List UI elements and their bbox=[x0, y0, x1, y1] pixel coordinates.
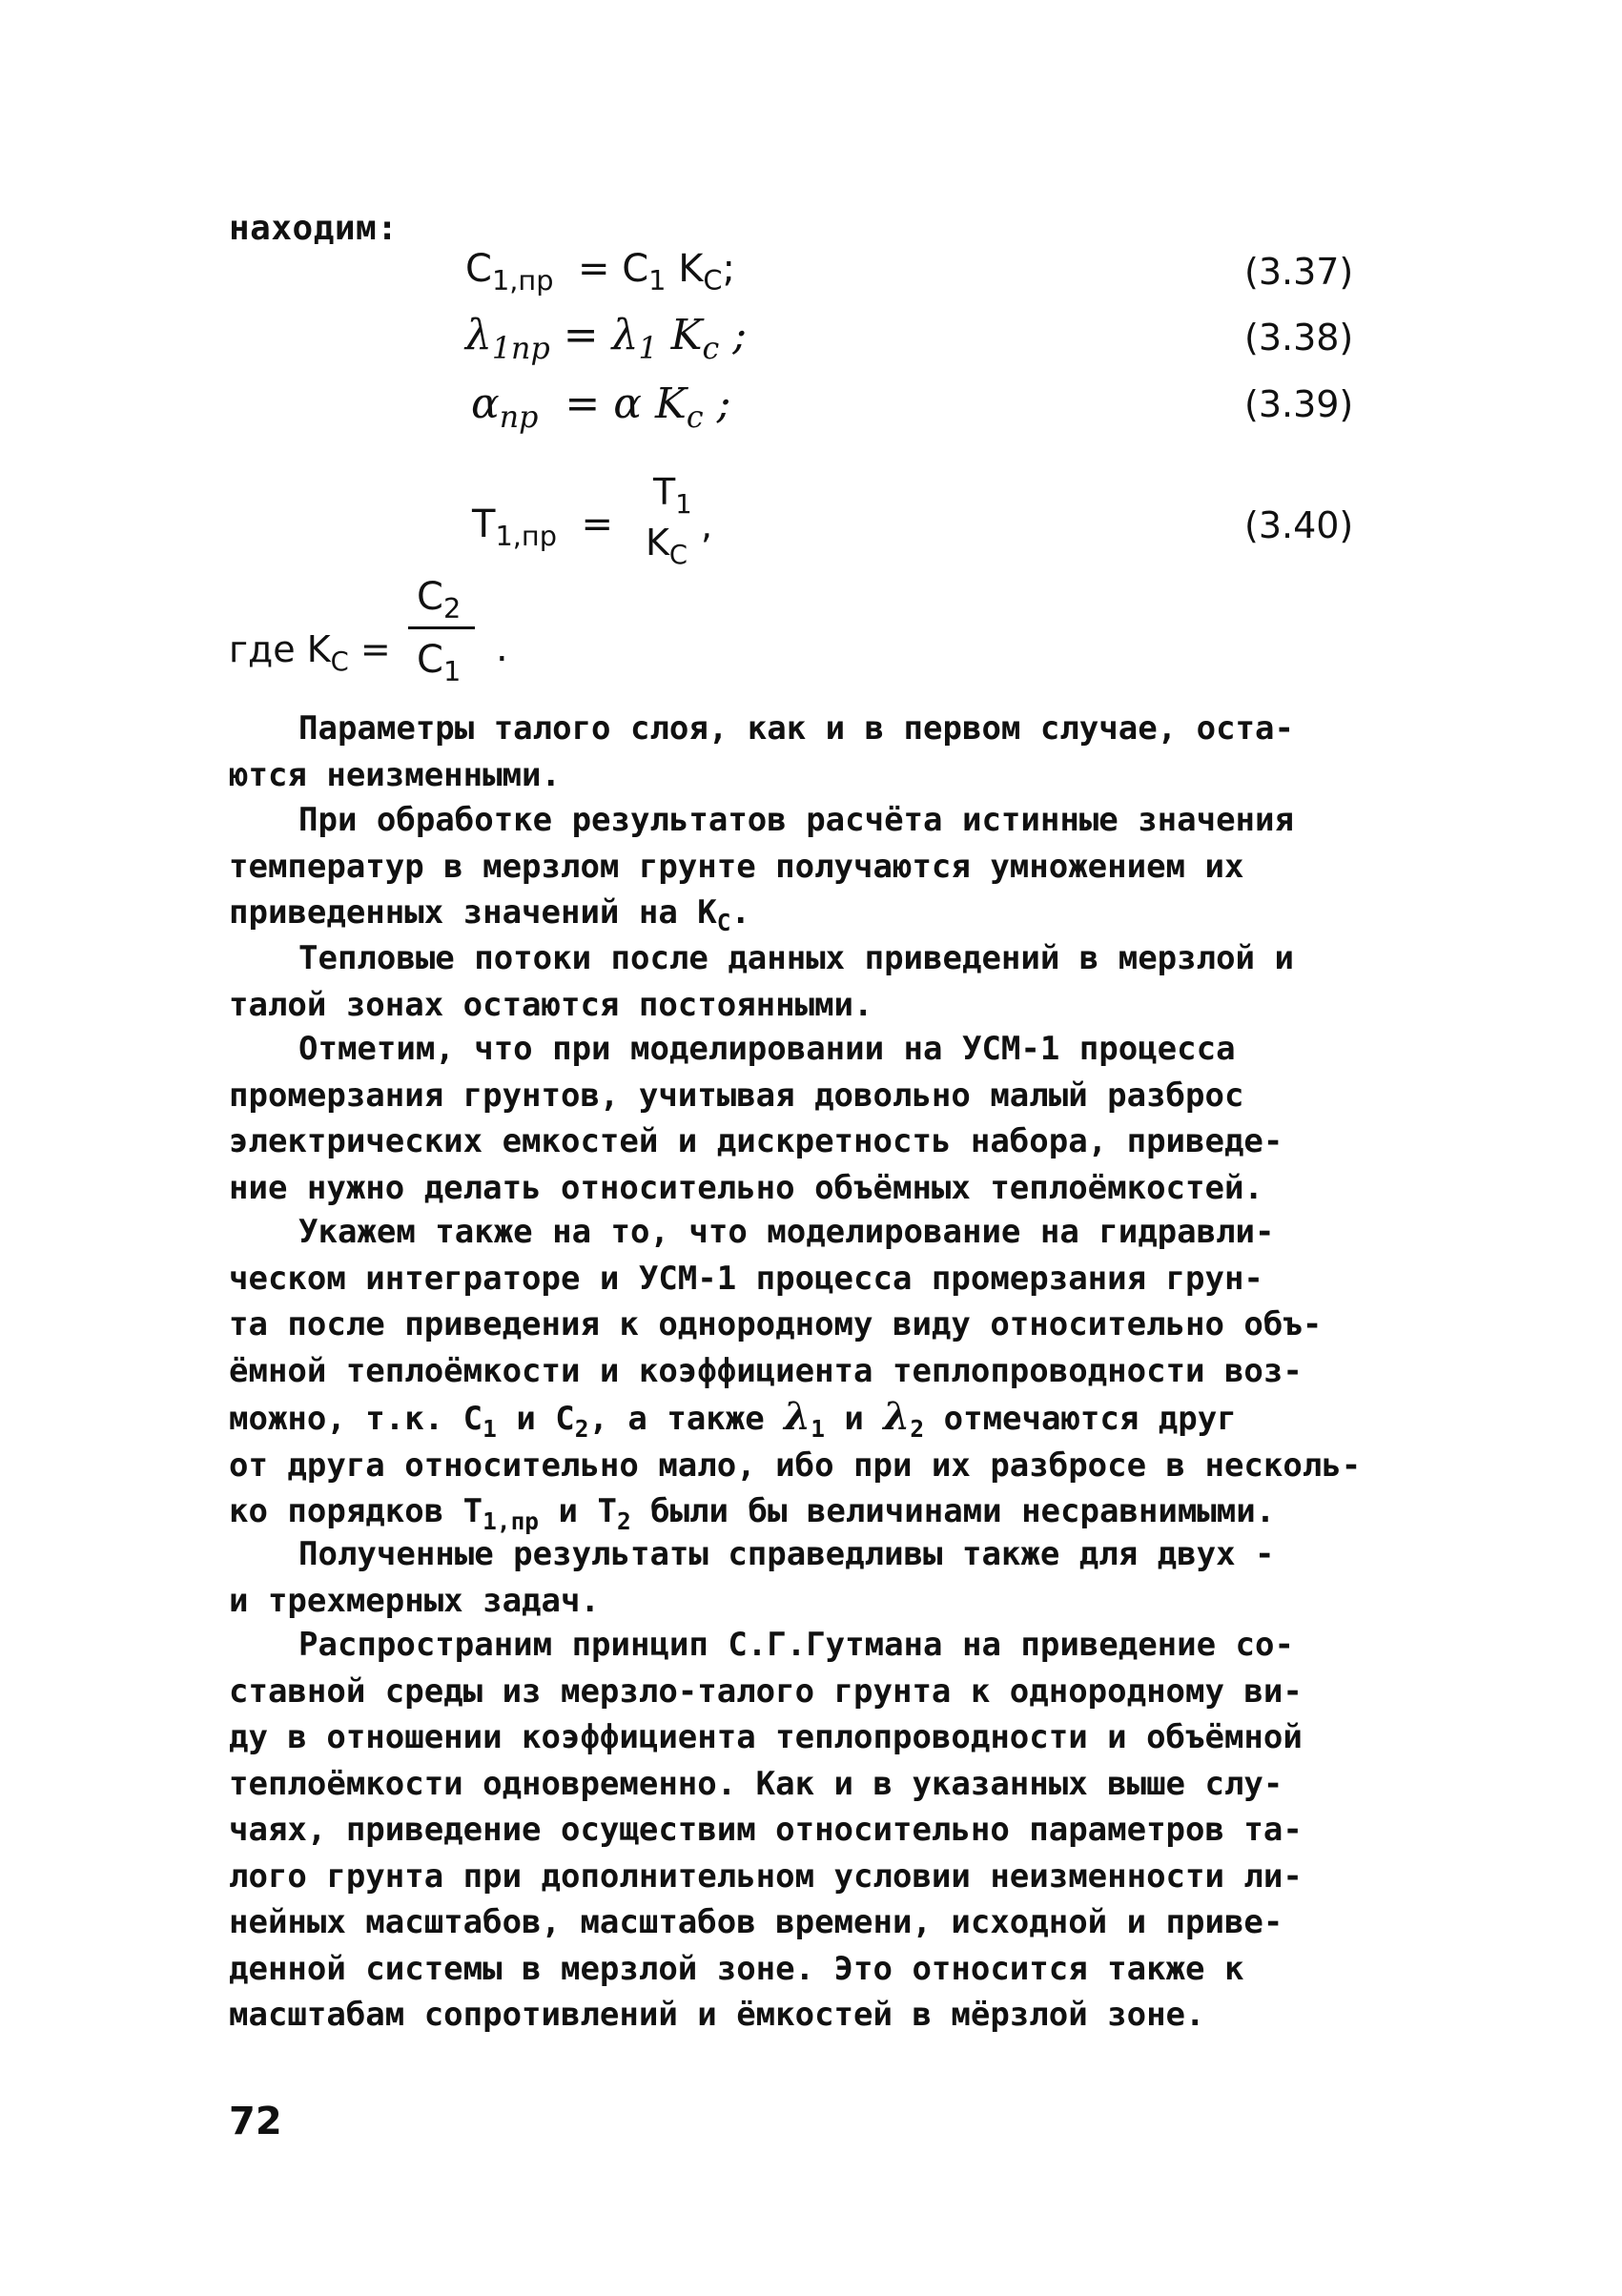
eq-subscript: C bbox=[330, 646, 349, 677]
where-denominator bbox=[417, 638, 462, 688]
text-subscript: 1 bbox=[482, 1414, 497, 1443]
where-numerator bbox=[417, 575, 462, 625]
eq-subscript: 1 bbox=[648, 264, 667, 297]
eq-term: T bbox=[472, 502, 496, 546]
text-segment: приведенных значений на K bbox=[229, 893, 717, 932]
text-line: та после приведения к однородному виду относительно объ- bbox=[229, 1305, 1323, 1343]
equation-3-38 bbox=[465, 311, 748, 367]
eq-term: ; bbox=[716, 379, 731, 428]
intro-text: находим: bbox=[229, 209, 399, 248]
eq-subscript: 1 bbox=[442, 655, 462, 688]
text-subscript: 1 bbox=[811, 1414, 825, 1443]
text-line: от друга относительно мало, ибо при их разбросе в несколь- bbox=[229, 1445, 1362, 1485]
text-subscript: 2 bbox=[910, 1414, 925, 1443]
text-line: температур в мерзлом грунте получаются умножением их bbox=[229, 847, 1244, 886]
text-line: Параметры талого слоя, как и в первом случае, оста- bbox=[298, 709, 1294, 748]
paragraph-7 bbox=[229, 1622, 1449, 2039]
text-line: нейных масштабов, масштабов времени, исходной и приве- bbox=[229, 1903, 1283, 1941]
eq-subscript: 1 bbox=[638, 332, 658, 367]
text-subscript: 2 bbox=[616, 1507, 631, 1535]
text-subscript: C bbox=[716, 908, 731, 936]
text-line bbox=[229, 890, 1449, 936]
eq-subscript: c bbox=[702, 332, 720, 367]
equation-3-40-numerator bbox=[653, 471, 692, 520]
text-line: ду в отношении коэффициента теплопроводности и объёмной bbox=[229, 1718, 1303, 1756]
eq-term: = bbox=[581, 502, 613, 546]
text-line: При обработке результатов расчёта истинные значения bbox=[298, 801, 1294, 839]
where-end: . bbox=[496, 626, 508, 670]
eq-subscript: 1пр bbox=[491, 332, 550, 367]
text-line: ёмной теплоёмкости и коэффициента теплопроводности воз- bbox=[229, 1351, 1303, 1390]
eq-term: λ bbox=[465, 311, 492, 359]
text-line: талой зонах остаются постоянными. bbox=[229, 985, 873, 1024]
text-segment: и T bbox=[539, 1492, 617, 1530]
text-line: теплоёмкости одновременно. Как и в указанных выше слу- bbox=[229, 1764, 1283, 1803]
text-subscript: 2 bbox=[574, 1414, 589, 1443]
text-line: ние нужно делать относительно объёмных теплоёмкостей. bbox=[229, 1168, 1263, 1207]
paragraph-1 bbox=[229, 706, 1449, 798]
eq-subscript: C bbox=[703, 264, 723, 297]
text-segment: и bbox=[824, 1400, 884, 1438]
text-segment: отмечаются друг bbox=[924, 1400, 1237, 1438]
where-clause bbox=[229, 628, 391, 677]
equation-3-37 bbox=[465, 247, 736, 297]
text-line: Отметим, что при моделировании на УСМ-1 процесса bbox=[298, 1030, 1236, 1068]
text-line: электрических емкостей и дискретность набора, приведе- bbox=[229, 1122, 1283, 1160]
eq-term: = bbox=[359, 628, 391, 670]
eq-subscript: c bbox=[686, 400, 704, 436]
eq-term: = λ bbox=[563, 311, 639, 359]
text-segment: можно, т.к. C bbox=[229, 1400, 483, 1438]
text-segment: , а также bbox=[588, 1400, 785, 1438]
text-line: и трехмерных задач. bbox=[229, 1581, 600, 1620]
text-line: Укажем также на то, что моделирование на гидравли- bbox=[298, 1213, 1275, 1251]
text-subscript: 1,пр bbox=[482, 1507, 540, 1535]
text-line: Тепловые потоки после данных приведений в мерзлой и bbox=[298, 939, 1294, 977]
eq-term: = α bbox=[565, 379, 642, 428]
eq-term: C bbox=[465, 247, 492, 291]
lambda-symbol: λ bbox=[784, 1394, 811, 1439]
eq-subscript: 2 bbox=[442, 592, 462, 625]
text-segment: . bbox=[730, 893, 750, 932]
text-segment: и C bbox=[496, 1400, 575, 1438]
equation-3-40-lhs bbox=[472, 502, 613, 553]
eq-term: T bbox=[653, 471, 676, 513]
eq-term: ; bbox=[732, 311, 748, 359]
text-line: промерзания грунтов, учитывая довольно малый разброс bbox=[229, 1076, 1244, 1115]
text-line: ставной среды из мерзло-талого грунта к однородному ви- bbox=[229, 1671, 1303, 1711]
paragraph-6 bbox=[229, 1531, 1449, 1624]
equation-3-40-denominator bbox=[646, 504, 713, 570]
text-segment: ко порядков T bbox=[229, 1492, 483, 1530]
eq-subscript: C bbox=[668, 540, 688, 570]
eq-term: где K bbox=[229, 628, 331, 670]
eq-term: , bbox=[701, 504, 713, 546]
eq-subscript: 1,пр bbox=[491, 264, 554, 297]
paragraph-3 bbox=[229, 935, 1449, 1028]
text-line: денной системы в мерзлой зоне. Это относится также к bbox=[229, 1949, 1244, 1988]
eq-term: α bbox=[471, 379, 500, 428]
fraction-bar bbox=[408, 626, 475, 629]
text-line: Распространим принцип С.Г.Гутмана на приведение со- bbox=[298, 1626, 1294, 1664]
eq-term: K bbox=[646, 522, 669, 564]
text-line: Полученные результаты справедливы также для двух - bbox=[298, 1535, 1275, 1573]
text-segment: были бы величинами несравнимыми. bbox=[630, 1492, 1276, 1530]
equation-number: (3.40) bbox=[1244, 504, 1354, 546]
equation-number: (3.39) bbox=[1244, 383, 1354, 425]
text-line: чаях, приведение осуществим относительно параметров та- bbox=[229, 1811, 1303, 1849]
eq-term: = C bbox=[577, 247, 649, 291]
eq-term: K bbox=[678, 247, 704, 291]
eq-term: K bbox=[654, 379, 687, 428]
eq-subscript: пр bbox=[499, 400, 539, 436]
eq-term: C bbox=[417, 575, 443, 619]
page-number: 72 bbox=[229, 2100, 282, 2143]
eq-subscript: 1,пр bbox=[495, 520, 558, 553]
equation-3-39 bbox=[471, 379, 731, 436]
eq-term: ; bbox=[722, 247, 736, 291]
text-line: ческом интеграторе и УСМ-1 процесса промерзания грун- bbox=[229, 1259, 1263, 1298]
eq-subscript: 1 bbox=[675, 489, 692, 520]
eq-term: C bbox=[417, 638, 443, 682]
text-line bbox=[229, 1394, 1449, 1443]
equation-number: (3.38) bbox=[1244, 317, 1354, 359]
paragraph-5 bbox=[229, 1209, 1449, 1535]
text-line: ются неизменными. bbox=[229, 755, 561, 794]
equation-number: (3.37) bbox=[1244, 251, 1354, 293]
eq-term: K bbox=[670, 311, 703, 359]
text-line: лого грунта при дополнительном условии неизменности ли- bbox=[229, 1856, 1303, 1896]
text-line: масштабам сопротивлений и ёмкостей в мёрзлой зоне. bbox=[229, 1996, 1205, 2034]
text-line bbox=[229, 1488, 1449, 1535]
lambda-symbol: λ bbox=[883, 1394, 911, 1439]
paragraph-4 bbox=[229, 1026, 1449, 1211]
paragraph-2 bbox=[229, 797, 1449, 936]
